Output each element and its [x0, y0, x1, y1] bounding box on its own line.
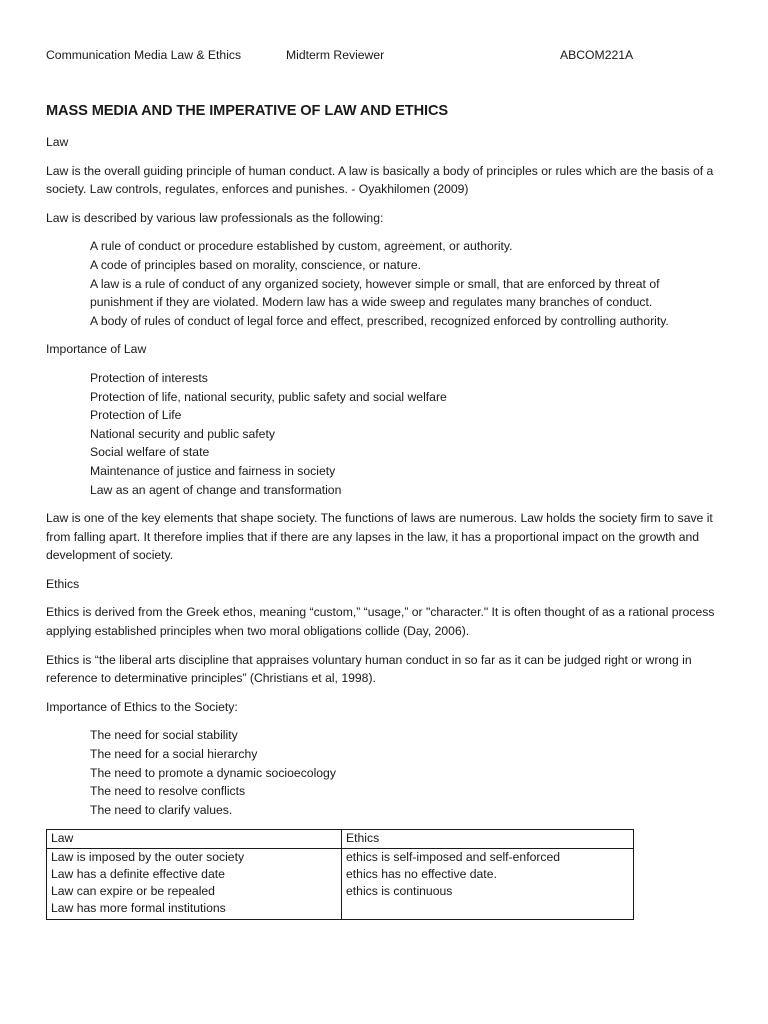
document-body — [46, 100, 722, 920]
law-vs-ethics-table — [46, 829, 634, 920]
list-item: 4. National security and public safety — [90, 425, 722, 444]
list-item: 1. A rule of conduct or procedure established by custom, agreement, or authority. — [90, 237, 722, 256]
table-cell-line: Law is imposed by the outer society — [51, 850, 245, 865]
list-item: 3. Protection of Life — [90, 406, 722, 425]
list-item: 7. Law as an agent of change and transformation — [90, 481, 722, 500]
list-item: 1. Protection of interests — [90, 369, 722, 388]
table-cell-line: Law can expire or be repealed — [51, 884, 215, 899]
table-cell-line: ethics has no effective date. — [346, 867, 497, 882]
law-definitions-list — [46, 237, 722, 330]
list-item: 5. The need to clarify values. — [90, 801, 722, 820]
list-item: 2. A code of principles based on morality, conscience, or nature. — [90, 256, 722, 275]
list-item: 3. The need to promote a dynamic socioecology — [90, 764, 722, 783]
ethics-heading: Ethics — [46, 576, 80, 591]
list-item: 4. The need to resolve conflicts — [90, 782, 722, 801]
page-title: MASS MEDIA AND THE IMPERATIVE OF LAW AND ETHICS — [46, 103, 449, 119]
header-doc-type: Midterm Reviewer — [286, 48, 385, 62]
table-cell-law — [47, 849, 342, 920]
table-cell-line: Law has a definite effective date — [51, 867, 225, 882]
header-code: ABCOM221A — [560, 48, 634, 62]
importance-of-law-heading: Importance of Law — [46, 342, 147, 357]
ethics-paragraph-2: Ethics is “the liberal arts discipline that appraises voluntary human conduct in so far as it can be judged right or wrong in reference to determinative principles” (Christians et al, 1998). — [46, 652, 692, 686]
ethics-paragraph-1: Ethics is derived from the Greek ethos, meaning “custom,” “usage,” or "character." It is often thought of as a rational process applying established principles when two moral obligations collide (Day, 2006). — [46, 605, 715, 639]
importance-of-law-list — [46, 369, 722, 499]
table-header-law: Law — [47, 830, 342, 849]
law-paragraph-1: Law is the overall guiding principle of human conduct. A law is basically a body of principles or rules which are the basis of a society. Law controls, regulates, enforces and punishes. - Oyakhilomen (2009) — [46, 163, 714, 197]
list-item: 6. Maintenance of justice and fairness in society — [90, 462, 722, 481]
importance-of-ethics-heading: Importance of Ethics to the Society: — [46, 699, 238, 714]
table-header-row — [47, 830, 634, 849]
table-header-ethics: Ethics — [342, 830, 634, 849]
table-cell-ethics — [342, 849, 634, 920]
list-item: 2. Protection of life, national security, public safety and social welfare — [90, 388, 722, 407]
table-cell-line: ethics is self-imposed and self-enforced — [346, 850, 561, 865]
list-item: 3. A law is a rule of conduct of any organized society, however simple or small, that are enforced by threat of punishment if they are violated. Modern law has a wide sweep and regulates many branches of conduct. — [90, 275, 722, 312]
list-item: 5. Social welfare of state — [90, 443, 722, 462]
law-paragraph-2: Law is described by various law professionals as the following: — [46, 210, 384, 225]
header-course: Communication Media Law & Ethics — [46, 48, 242, 62]
law-paragraph-3: Law is one of the key elements that shape society. The functions of laws are numerous. Law holds the society firm to save it from falling apart. It therefore implies that if there are any lapses in the law, it has a proportional impact on the growth and development of society. — [46, 511, 713, 563]
list-item: 4. A body of rules of conduct of legal force and effect, prescribed, recognized enforced by controlling authority. — [90, 312, 722, 331]
list-item: 1. The need for social stability — [90, 726, 722, 745]
importance-of-ethics-list — [46, 726, 722, 819]
list-item: 2. The need for a social hierarchy — [90, 745, 722, 764]
law-heading: Law — [46, 135, 69, 149]
table-row — [47, 849, 634, 920]
table-cell-line: Law has more formal institutions — [51, 901, 226, 916]
table-cell-line: ethics is continuous — [346, 884, 453, 899]
